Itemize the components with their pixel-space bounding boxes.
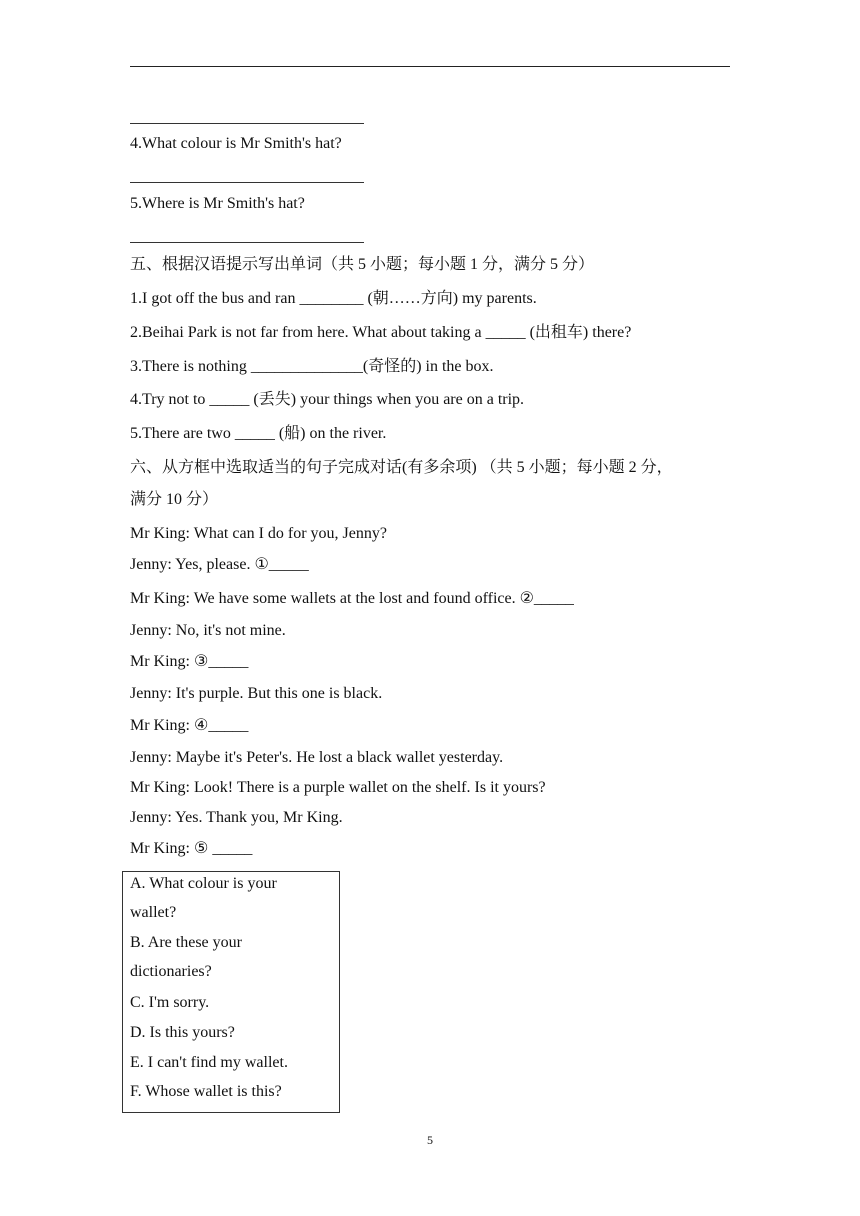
option-a-cont: wallet?	[130, 904, 177, 921]
question-5: 5.Where is Mr Smith's hat?	[130, 195, 305, 212]
dialogue-line: Jenny: It's purple. But this one is black.	[130, 685, 383, 702]
section5-item-2: 2.Beihai Park is not far from here. What about taking a _____ (出租车) there?	[130, 324, 632, 341]
answer-line	[130, 182, 364, 183]
question-4: 4.What colour is Mr Smith's hat?	[130, 135, 342, 152]
dialogue-line: Jenny: No, it's not mine.	[130, 622, 286, 639]
answer-line	[130, 242, 364, 243]
option-f: F. Whose wallet is this?	[130, 1083, 282, 1100]
page-number: 5	[427, 1133, 433, 1147]
option-c: C. I'm sorry.	[130, 994, 210, 1011]
option-a: A. What colour is your	[130, 875, 277, 892]
answer-line	[130, 123, 364, 124]
dialogue-line: Mr King: ③_____	[130, 653, 249, 670]
section6-title-line1: 六、从方框中选取适当的句子完成对话(有多余项) （共 5 小题；每小题 2 分，	[130, 459, 673, 476]
section5-item-3: 3.There is nothing ______________(奇怪的) in the box.	[130, 358, 494, 375]
section5-item-1: 1.I got off the bus and ran ________ (朝……方向) my parents.	[130, 290, 537, 307]
dialogue-line: Mr King: ⑤ _____	[130, 840, 253, 857]
section5-item-4: 4.Try not to _____ (丢失) your things when you are on a trip.	[130, 391, 525, 408]
dialogue-line: Jenny: Yes. Thank you, Mr King.	[130, 809, 343, 826]
dialogue-line: Jenny: Maybe it's Peter's. He lost a black wallet yesterday.	[130, 749, 504, 766]
section5-item-5: 5.There are two _____ (船) on the river.	[130, 425, 387, 442]
section5-title: 五、根据汉语提示写出单词（共 5 小题；每小题 1 分，满分 5 分）	[130, 256, 595, 273]
options-box	[122, 871, 340, 1113]
dialogue-line: Mr King: Look! There is a purple wallet on the shelf. Is it yours?	[130, 779, 546, 796]
option-b: B. Are these your	[130, 934, 242, 951]
dialogue-line: Mr King: ④_____	[130, 717, 249, 734]
option-b-cont: dictionaries?	[130, 963, 212, 980]
dialogue-line: Mr King: We have some wallets at the lost and found office. ②_____	[130, 590, 574, 607]
dialogue-line: Jenny: Yes, please. ①_____	[130, 556, 309, 573]
option-d: D. Is this yours?	[130, 1024, 235, 1041]
section6-title-line2: 满分 10 分）	[130, 491, 219, 508]
dialogue-line: Mr King: What can I do for you, Jenny?	[130, 525, 387, 542]
option-e: E. I can't find my wallet.	[130, 1054, 288, 1071]
header-rule	[130, 66, 730, 67]
